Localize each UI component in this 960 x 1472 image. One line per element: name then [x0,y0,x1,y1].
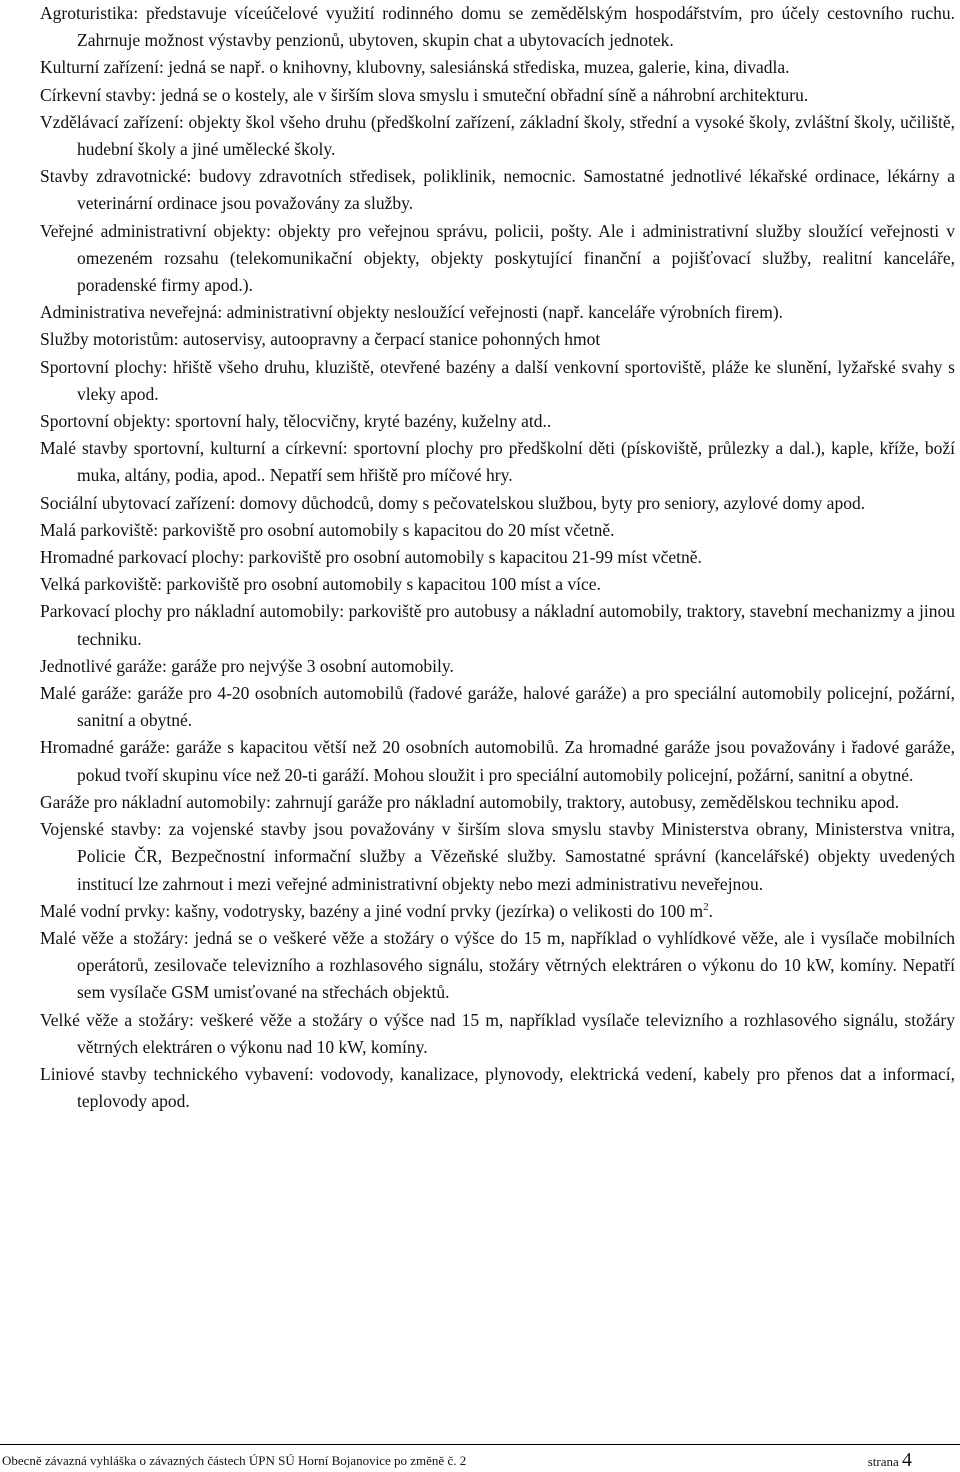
definition-sluzby-motoristum: Služby motoristům: autoservisy, autoopravny a čerpací stanice pohonných hmot [40,329,601,350]
definition-male-veze-stozary: Malé věže a stožáry: jedná se o veškeré věže a stožáry o výšce do 15 m, například o vyhlídkové věže, ale i vysílače mobilních operátorů, zesilovače televizního a rozhlasového signálu, stožáry větrných elektráren o výkonu do 10 kW, komíny. Nepatří sem vysílače GSM umisťované na střechách objektů. [40,927,955,1003]
definition-vojenske-stavby: Vojenské stavby: za vojenské stavby jsou považovány v širším slova smyslu stavby Ministerstva obrany, Ministerstva vnitra, Policie ČR, Bezpečnostní informační služby a Vězeňské služby. Samostatné správní (kancelářské) objekty uvedených institucí lze zahrnout i mezi veřejné administrativní objekty nebo mezi administrativu neveřejnou. [40,819,955,894]
footer-page-indicator [868,1449,912,1472]
definition-male-stavby-sportovni: Malé stavby sportovní, kulturní a církevní: sportovní plochy pro předškolní děti (pískoviště, průlezky a dal.), kaple, kříže, boží muka, altány, podia, apod.. Nepatří sem hřiště pro míčové hry. [40,438,955,486]
definition-jednotlive-garaze: Jednotlivé garáže: garáže pro nejvýše 3 osobní automobily. [40,655,454,676]
definition-male-garaze: Malé garáže: garáže pro 4-20 osobních automobilů (řadové garáže, halové garáže) a pro speciální automobily policejní, požární, sanitní a obytné. [40,683,955,731]
definition-hromadne-garaze: Hromadné garáže: garáže s kapacitou větší než 20 osobních automobilů. Za hromadné garáže jsou považovány i řadové garáže, pokud tvoří skupinu více než 20-ti garáží. Mohou sloužit i pro speciální automobily policejní, požární, sanitní a obytné. [40,737,955,785]
water-entry-text: Malé vodní prvky: kašny, vodotrysky, bazény a jiné vodní prvky (jezírka) o velikosti do 100 m [40,900,704,921]
definition-liniove-stavby: Liniové stavby technického vybavení: vodovody, kanalizace, plynovody, elektrická vedení, kabely pro přenos dat a informací, teplovody apod. [40,1063,955,1112]
water-entry-tail: . [708,900,713,921]
page-footer [0,1444,960,1472]
definition-parkovaci-plochy-nakladni: Parkovací plochy pro nákladní automobily: parkoviště pro autobusy a nákladní automobily, traktory, stavební mechanizmy a jinou techniku. [40,601,955,649]
definition-socialni-ubytovaci: Sociální ubytovací zařízení: domovy důchodců, domy s pečovatelskou službou, byty pro seniory, azylové domy apod. [40,492,866,513]
footer-page-label: strana [867,1454,899,1469]
definition-stavby-zdravotnicke: Stavby zdravotnické: budovy zdravotních středisek, poliklinik, nemocnic. Samostatné jednotlivé lékařské ordinace, lékárny a veterinární ordinace jsou považovány za služby. [40,166,955,214]
definition-kulturni-zarizeni: Kulturní zařízení: jedná se např. o knihovny, klubovny, salesiánská střediska, muzea, galerie, kina, divadla. [40,57,790,78]
definition-cirkevni-stavby: Církevní stavby: jedná se o kostely, ale v širším slova smyslu i smuteční obřadní síně a náhrobní architekturu. [40,84,809,105]
definition-agroturistika: Agroturistika: představuje víceúčelové využití rodinného domu se zemědělským hospodářstvím, pro účely cestovního ruchu. Zahrnuje možnost výstavby penzionů, ubytoven, skupin chat a ubytovacích jednotek. [40,3,955,51]
definition-vzdelavaci-zarizeni: Vzdělávací zařízení: objekty škol všeho druhu (předškolní zařízení, základní školy, střední a vysoké školy, zvláštní školy, učiliště, hudební školy a jiné umělecké školy. [40,111,955,160]
definition-sportovni-plochy: Sportovní plochy: hřiště všeho druhu, kluziště, otevřené bazény a další venkovní sportoviště, pláže ke slunění, lyžařské svahy s vleky apod. [40,356,955,404]
definition-garaze-nakladni: Garáže pro nákladní automobily: zahrnují garáže pro nákladní automobily, traktory, autobusy, zemědělskou techniku apod. [40,791,900,812]
definition-mala-parkoviste: Malá parkoviště: parkoviště pro osobní automobily s kapacitou do 20 míst včetně. [40,519,615,540]
water-entry-superscript: 2 [703,900,709,913]
definition-sportovni-objekty: Sportovní objekty: sportovní haly, tělocvičny, kryté bazény, kuželny atd.. [40,411,552,432]
footer-document-title: Obecně závazná vyhláška o závazných částech ÚPN SÚ Horní Bojanovice po změně č. 2 [2,1453,467,1468]
definition-male-vodni-prvky [40,898,955,925]
definition-verejne-administrativni: Veřejné administrativní objekty: objekty pro veřejnou správu, policii, pošty. Ale i administrativní služby sloužící veřejnosti v omezeném rozsahu (telekomunikační objekty, objekty poskytující finanční a pojišťovací služby, realitní kanceláře, poradenské firmy apod.). [40,220,955,296]
definition-velke-veze-stozary: Velké věže a stožáry: veškeré věže a stožáry o výšce nad 15 m, například vysílače televizního a rozhlasového signálu, stožáry větrných elektráren o výkonu nad 10 kW, komíny. [40,1009,955,1057]
document-body [40,0,955,1115]
footer-page-number: 4 [902,1449,912,1471]
definition-velka-parkoviste: Velká parkoviště: parkoviště pro osobní automobily s kapacitou 100 míst a více. [40,574,601,595]
definition-hromadne-parkovaci-plochy: Hromadné parkovací plochy: parkoviště pro osobní automobily s kapacitou 21-99 míst včetně. [40,547,702,568]
definition-administrativa-neverejna: Administrativa neveřejná: administrativní objekty nesloužící veřejnosti (např. kanceláře výrobních firem). [40,302,784,323]
